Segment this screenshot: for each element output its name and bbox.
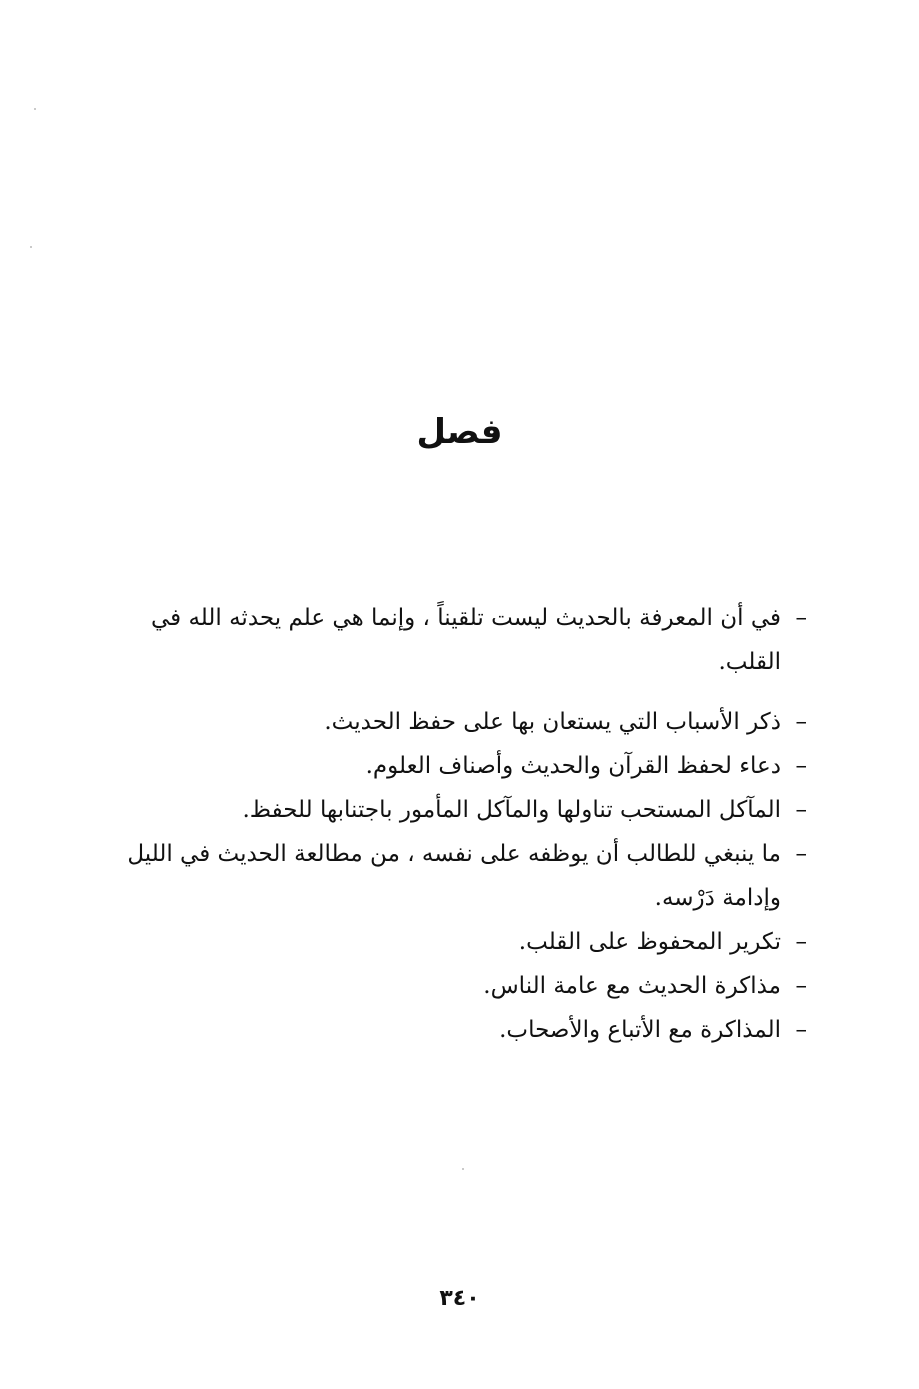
list-item (107, 788, 807, 832)
chapter-heading: فصل (416, 412, 503, 452)
list-dash: – (795, 605, 807, 631)
list-item (107, 1008, 807, 1052)
list-dash: – (795, 797, 807, 823)
list-item (107, 920, 807, 964)
list-dash: – (795, 841, 807, 867)
list-dash: – (795, 709, 807, 735)
list-item (107, 596, 807, 684)
list-item-text: المآكل المستحب تناولها والمآكل المأمور باجتنابها للحفظ. (242, 797, 781, 823)
scan-speck (30, 246, 32, 248)
list-item-text: ذكر الأسباب التي يستعان بها على حفظ الحديث. (324, 709, 781, 735)
list-dash: – (795, 973, 807, 999)
scan-speck (34, 108, 36, 110)
list-item-text: مذاكرة الحديث مع عامة الناس. (483, 973, 781, 999)
list-item (107, 700, 807, 744)
list-item-text: تكرير المحفوظ على القلب. (518, 929, 781, 955)
list-dash: – (795, 1017, 807, 1043)
list-item-text: دعاء لحفظ القرآن والحديث وأصناف العلوم. (365, 753, 781, 779)
scan-speck (462, 1168, 464, 1170)
list-item-text: ما ينبغي للطالب أن يوظفه على نفسه ، من مطالعة الحديث في الليل وإدامة دَرْسه. (127, 841, 781, 911)
list-dash: – (795, 929, 807, 955)
list-item (107, 744, 807, 788)
list-item-text: المذاكرة مع الأتباع والأصحاب. (499, 1017, 781, 1043)
list-item (107, 964, 807, 1008)
list-item (107, 832, 807, 920)
page-number: ٣٤٠ (439, 1286, 480, 1311)
list-item-text: في أن المعرفة بالحديث ليست تلقيناً ، وإنما هي علم يحدثه الله في القلب. (150, 605, 781, 675)
topics-list (107, 596, 807, 1052)
list-dash: – (795, 753, 807, 779)
